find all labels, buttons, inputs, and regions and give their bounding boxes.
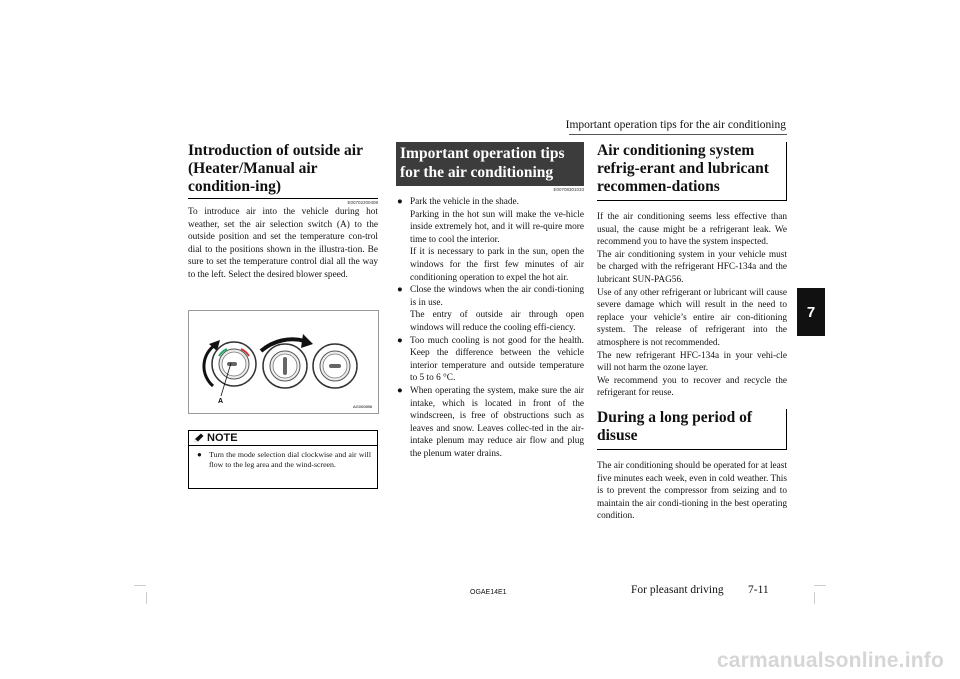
body-paragraph: We recommend you to recover and recycle the refrigerant for reuse.: [597, 375, 787, 399]
section-heading-disuse: During a long period of disuse: [597, 409, 787, 450]
list-item-detail: If it is necessary to park in the sun, open the windows for the first few minutes of air conditioning operation to expel the hot air.: [410, 247, 584, 283]
list-item-detail: The entry of outside air through open windows will reduce the cooling effi-ciency.: [410, 310, 584, 333]
footer-code: OGAE14E1: [470, 589, 507, 596]
body-paragraph: The air conditioning should be operated for at least five minutes each week, even in cold weather. This is to prevent the compressor from seizing and to maintain the air condi-tioning in the best operating condition.: [597, 460, 788, 522]
note-pencil-icon: [193, 433, 204, 443]
note-text-block: [189, 446, 377, 469]
control-panel-illustration: [188, 310, 379, 414]
column-refrigerant: [597, 142, 787, 523]
section-code: E00702200408: [347, 200, 378, 205]
note-text: Turn the mode selection dial clockwise and air will flow to the leg area and the wind-screen.: [209, 450, 371, 469]
bullet-icon: ●: [397, 197, 403, 207]
list-item-detail: Parking in the hot sun will make the ve-hicle inside extremely hot, and it will re-quire more time to cool the interior.: [410, 209, 584, 245]
body-paragraph: To introduce air into the vehicle during hot weather, set the air selection switch (A) to the outside position and set the temperature con-trol dial to the positions shown in the illustra-tion. Be sure to set the temperature control dial all the way to the left. Select the desired blower speed.: [188, 207, 378, 280]
note-label: NOTE: [207, 432, 238, 444]
list-item-main: When operating the system, make sure the air intake, which is located in front of the windscreen, is free of obstructions such as leaves and snow. Leaves collec-ted in the air-intake plenum may reduce air flow and plug the plenum water drains.: [410, 385, 584, 459]
section-code: E00708301033: [553, 187, 584, 192]
list-item: [396, 284, 584, 334]
body-paragraph: The new refrigerant HFC-134a in your vehi-cle will not harm the ozone layer.: [597, 350, 787, 374]
running-header: Important operation tips for the air conditioning: [565, 119, 786, 131]
list-item: [396, 385, 584, 461]
body-paragraph: The air conditioning system in your vehicle must be charged with the refrigerant HFC-134a and the lubricant SUN-PAG56.: [597, 249, 787, 285]
column-operation-tips: [396, 142, 584, 460]
list-item-main: Park the vehicle in the shade.: [410, 197, 519, 207]
crop-mark: [814, 592, 815, 604]
dials-diagram: [189, 311, 378, 413]
note-box: [188, 430, 378, 489]
list-item-main: Too much cooling is not good for the health. Keep the difference between the vehicle interior temperature and outside temperature to 5 to 6 °C.: [410, 335, 584, 384]
body-paragraph: If the air conditioning seems less effective than usual, the cause might be a refrigerant leak. We recommend you to have the system inspected.: [597, 212, 787, 248]
header-rule: [569, 134, 787, 135]
figure-code: AG000896: [353, 404, 373, 409]
note-header: [189, 431, 377, 446]
arrow-head-middle: [301, 334, 313, 348]
list-item-main: Close the windows when the air condi-tioning is in use.: [410, 285, 584, 308]
section-heading-outside-air: Introduction of outside air (Heater/Manual air condition-ing): [188, 142, 378, 199]
page-number: 7-11: [748, 584, 769, 596]
label-a: A: [218, 398, 224, 405]
list-item: [396, 196, 584, 284]
tips-list: [396, 196, 584, 460]
watermark: carmanualsonline.info: [716, 649, 944, 672]
body-paragraph: Use of any other refrigerant or lubricant will cause severe damage which will result in the need to replace your vehicle’s entire air con-ditioning system. The release of refrigerant into the atmosphere is not recommended.: [597, 287, 787, 348]
list-item: [396, 335, 584, 385]
chapter-tab: 7: [797, 288, 825, 336]
bullet-icon: ●: [397, 285, 403, 296]
bullet-icon: ●: [397, 385, 403, 396]
crop-mark: [814, 585, 826, 586]
bullet-icon: ●: [397, 335, 403, 346]
bullet-icon: ●: [197, 450, 202, 459]
crop-mark: [134, 585, 146, 586]
crop-mark: [146, 592, 147, 604]
footer-section-name: For pleasant driving: [631, 584, 724, 596]
column-outside-air: [188, 142, 378, 282]
section-heading-operation-tips: Important operation tips for the air conditioning: [396, 142, 584, 186]
section-heading-refrigerant: Air conditioning system refrig-erant and lubricant recommen-dations: [597, 142, 787, 201]
